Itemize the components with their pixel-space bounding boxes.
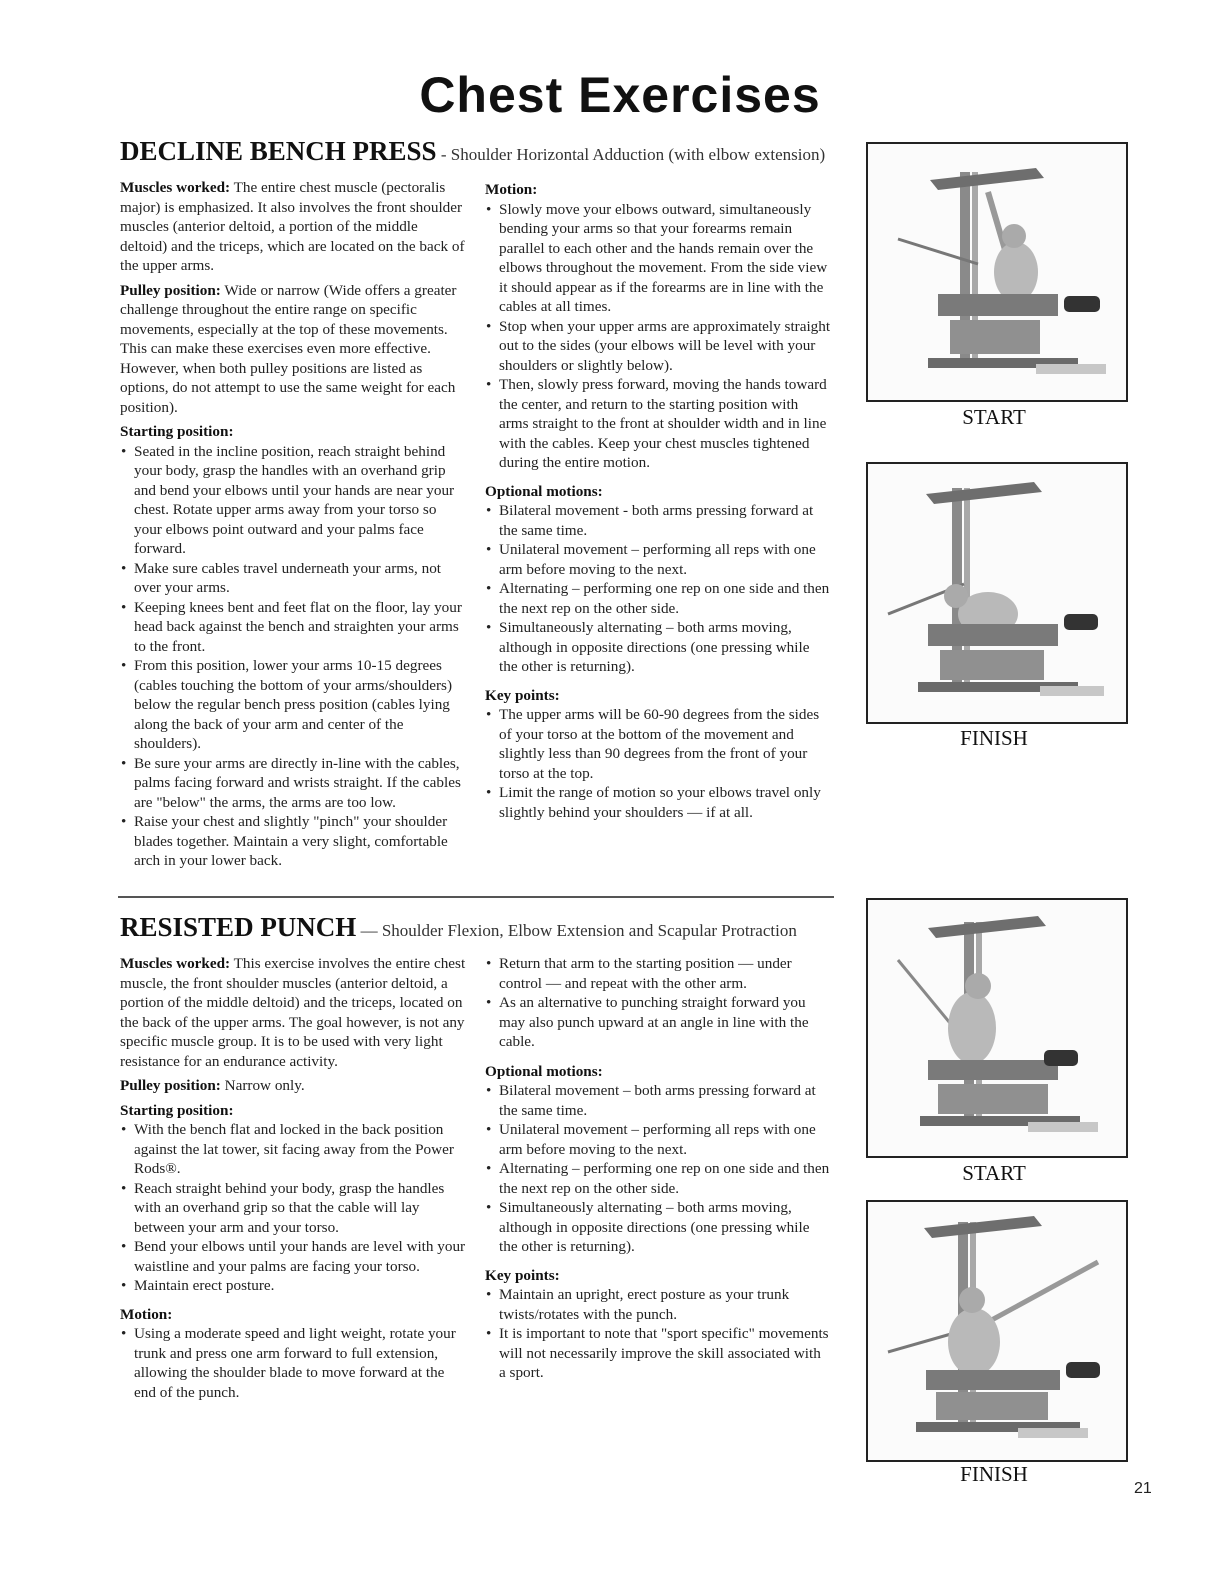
list-item: • Reach straight behind your body, grasp the handles with an overhand grip so that the cable will lay between your arm and your torso. [120,1179,466,1238]
punch-finish-photo [866,1200,1128,1462]
key-points-label: Key points: [485,1266,560,1284]
home-gym-illustration [868,1202,1126,1460]
muscles-worked-label: Muscles worked: [120,179,231,196]
muscles-worked-text: The entire chest muscle (pectoralis major) is emphasized. It also involves the front shoulder muscles (anterior deltoid, a portion of the middle deltoid) and the triceps, which are located on the back of the upper arms. [120,179,465,274]
list-item: • Simultaneously alternating – both arms moving, although in opposite directions (one pressing while the other is returning). [485,618,831,677]
motion-label: Motion: [120,1305,173,1323]
section-divider [118,896,834,898]
home-gym-illustration [868,464,1126,722]
decline-right-column [485,178,831,831]
punch-start-photo [866,898,1128,1158]
list-item: • Alternating – performing one rep on one side and then the next rep on the other side. [485,579,831,618]
optional-motions-label: Optional motions: [485,1062,603,1080]
decline-finish-caption: FINISH [960,726,1028,750]
list-item: • Simultaneously alternating – both arms moving, although in opposite directions (one pressing while the other is returning). [485,1198,831,1257]
optional-motions-list [485,501,831,677]
list-item: • Keeping knees bent and feet flat on the floor, lay your head back against the bench and straighten your arms to the front. [120,598,466,657]
punch-start-caption: START [962,1161,1026,1185]
muscles-worked-paragraph [120,954,466,1071]
decline-start-caption: START [962,405,1026,429]
muscles-worked-paragraph [120,178,466,276]
muscles-worked-label: Muscles worked: [120,955,231,972]
pulley-position-paragraph [120,281,466,418]
page-title: Chest Exercises [419,67,821,123]
list-item: • Bilateral movement – both arms pressing forward at the same time. [485,1081,831,1120]
home-gym-illustration [868,144,1126,400]
list-item: • Make sure cables travel underneath your arms, not over your arms. [120,559,466,598]
list-item: • Unilateral movement – performing all reps with one arm before moving to the next. [485,540,831,579]
list-item: • Limit the range of motion so your elbows travel only slightly behind your shoulders — if at all. [485,783,831,822]
section-title: DECLINE BENCH PRESS [120,136,437,166]
list-item: • Then, slowly press forward, moving the hands toward the center, and return to the starting position with arms straight to the front at shoulder width and in line with the cables. Keep your chest muscles tightened during the entire motion. [485,375,831,473]
list-item: • Stop when your upper arms are approximately straight out to the sides (your elbows will be level with your shoulders or slightly below). [485,317,831,376]
optional-motions-list [485,1081,831,1257]
pulley-position-label: Pulley position: [120,281,221,299]
key-points-list [485,705,831,822]
list-item: • As an alternative to punching straight forward you may also punch upward at an angle in line with the cable. [485,993,831,1052]
decline-left-column [120,178,466,880]
key-points-list [485,1285,831,1383]
starting-position-label: Starting position: [120,423,234,440]
list-item: • Return that arm to the starting position — under control — and repeat with the other arm. [485,954,831,993]
starting-position-label: Starting position: [120,1101,234,1119]
list-item: • Alternating – performing one rep on one side and then the next rep on the other side. [485,1159,831,1198]
optional-motions-label: Optional motions: [485,482,603,500]
list-item: • Raise your chest and slightly "pinch" your shoulder blades together. Maintain a very slight, comfortable arch in your lower back. [120,812,466,871]
section-heading-resisted-punch [120,912,797,943]
punch-left-column [120,954,466,1411]
key-points-label: Key points: [485,686,560,704]
motion-list-continued [485,954,831,1052]
motion-list [120,1324,466,1402]
list-item: • Slowly move your elbows outward, simultaneously bending your arms so that your forearms remain parallel to each other and the hands remain over the elbows throughout the movement. From the side view it should appear as if the forearms are in line with the cables at all times. [485,200,831,317]
list-item: • The upper arms will be 60-90 degrees from the sides of your torso at the bottom of the movement and slightly less than 90 degrees from the front of your torso at the top. [485,705,831,783]
motion-list [485,200,831,473]
punch-right-column [485,954,831,1392]
list-item: • Maintain an upright, erect posture as your trunk twists/rotates with the punch. [485,1285,831,1324]
starting-position-list [120,442,466,871]
page-number: 21 [1134,1480,1152,1497]
punch-finish-caption: FINISH [960,1462,1028,1486]
list-item: • From this position, lower your arms 10-15 degrees (cables touching the bottom of your arms/shoulders) below the regular bench press position (cables lying along the back of your arm and center of the shoulders). [120,656,466,754]
section-heading-decline-bench-press [120,136,825,167]
list-item: • Unilateral movement – performing all reps with one arm before moving to the next. [485,1120,831,1159]
home-gym-illustration [868,900,1126,1156]
list-item: • With the bench flat and locked in the back position against the lat tower, sit facing away from the Power Rods®. [120,1120,466,1179]
muscles-worked-text: This exercise involves the entire chest muscle, the front shoulder muscles (anterior deltoid, a portion of the middle deltoid) and the triceps, located on the back of the upper arms. The goal however, is not any specific muscle group. It is to be used with very light resistance for an endurance activity. [120,955,466,1070]
list-item: • Bend your elbows until your hands are level with your waistline and your palms are facing your torso. [120,1237,466,1276]
list-item: • Be sure your arms are directly in-line with the cables, palms facing forward and wrists straight. If the cables are "below" the arms, the arms are too low. [120,754,466,813]
decline-finish-photo [866,462,1128,724]
section-subtitle: — Shoulder Flexion, Elbow Extension and Scapular Protraction [356,921,797,940]
pulley-position-label: Pulley position: [120,1077,221,1094]
pulley-position-text: Wide or narrow (Wide offers a greater challenge throughout the entire range on specific movements, especially at the top of these movements. This can make these exercises even more effective. However, when both pulley positions are listed as options, do not attempt to use the same weight for each position). [120,281,457,416]
list-item: • Bilateral movement - both arms pressing forward at the same time. [485,501,831,540]
section-subtitle: - Shoulder Horizontal Adduction (with elbow extension) [436,145,826,164]
section-title: RESISTED PUNCH [120,912,357,942]
list-item: • Seated in the incline position, reach straight behind your body, grasp the handles with an overhand grip and bend your elbows until your hands are near your chest. Rotate upper arms away from your torso so your elbows point outward and your palms face forward. [120,442,466,559]
list-item: • Maintain erect posture. [120,1276,466,1296]
list-item: • Using a moderate speed and light weight, rotate your trunk and press one arm forward to full extension, allowing the shoulder blade to move forward at the end of the punch. [120,1324,466,1402]
motion-label: Motion: [485,181,538,198]
pulley-position-text: Narrow only. [220,1077,305,1094]
starting-position-list [120,1120,466,1296]
decline-start-photo [866,142,1128,402]
list-item: • It is important to note that "sport specific" movements will not necessarily improve the skill associated with a sport. [485,1324,831,1383]
pulley-position-paragraph [120,1076,466,1096]
